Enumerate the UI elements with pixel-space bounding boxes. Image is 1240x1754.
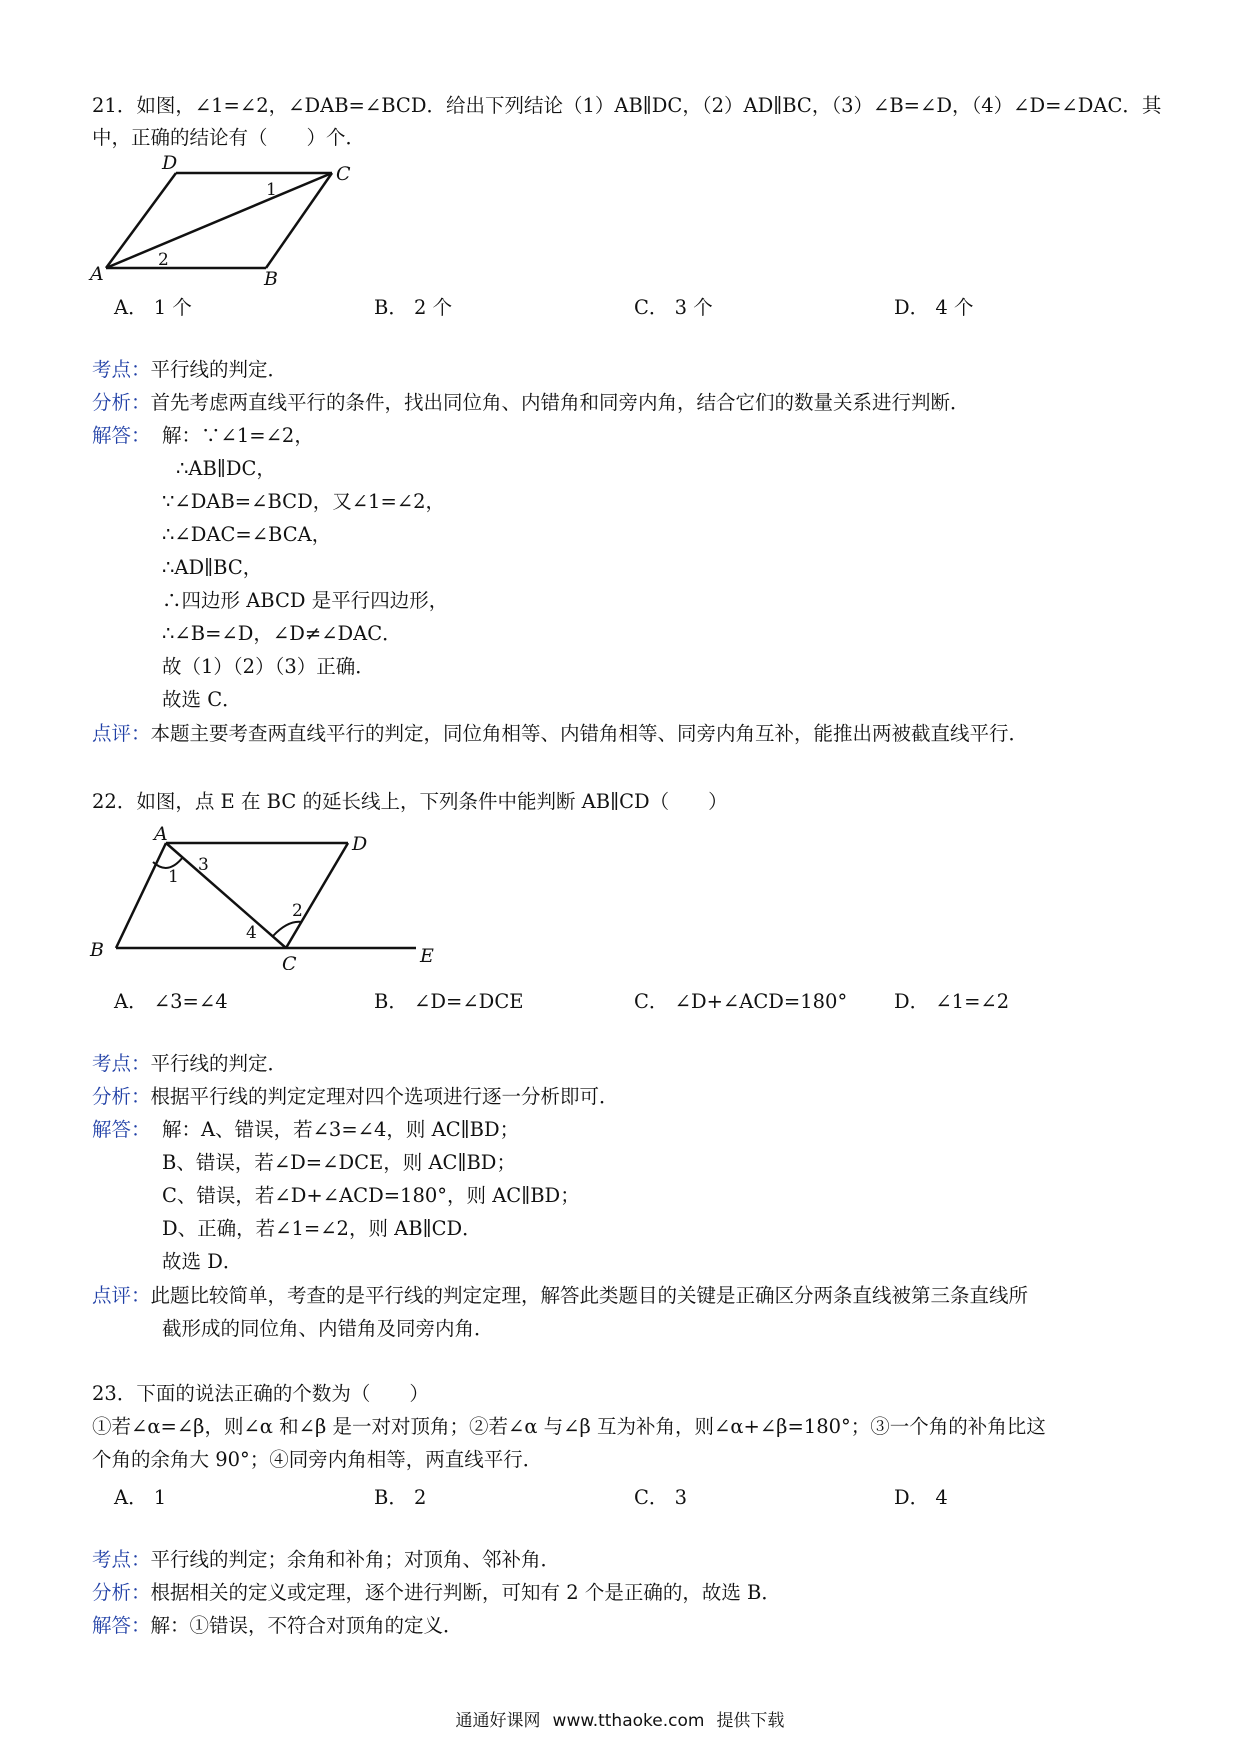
q22-stem-line1: 22．如图，点 E 在 BC 的延长线上，下列条件中能判断 AB∥CD（ ） xyxy=(92,790,728,813)
q22-option-d: D． ∠1=∠2 xyxy=(894,990,1010,1013)
q23-option-c: C． 3 xyxy=(634,1486,688,1509)
q21-figure xyxy=(88,150,368,286)
q21-label-B: B xyxy=(264,268,278,286)
q21-jieda-line: 故（1）（2）（3）正确． xyxy=(162,655,375,678)
q23-stem-line2: ①若∠α=∠β，则∠α 和∠β 是一对对顶角；②若∠α 与∠β 互为补角，则∠α+∠β=180°；③一个角的补角比这 xyxy=(92,1415,1046,1438)
q21-option-b: B． 2 个 xyxy=(374,296,453,319)
q22-option-c: C． ∠D+∠ACD=180° xyxy=(634,990,848,1013)
q22-label-D: D xyxy=(352,833,368,855)
q23-option-a: A． 1 xyxy=(114,1486,167,1509)
q23-jieda-text: 解：①错误，不符合对顶角的定义． xyxy=(150,1614,463,1637)
q22-dianping-label: 点评： xyxy=(92,1284,151,1307)
q21-stem-line1: 21．如图，∠1=∠2，∠DAB=∠BCD．给出下列结论（1）AB∥DC，（2）AD∥BC，（3）∠B=∠D，（4）∠D=∠DAC．其 xyxy=(92,94,1162,117)
q23-kaodian xyxy=(92,1550,560,1570)
q21-label-D: D xyxy=(162,152,178,174)
q22-fenxi xyxy=(92,1087,619,1107)
q22-label-E: E xyxy=(420,945,434,967)
q22-jieda-line: D、正确，若∠1=∠2，则 AB∥CD． xyxy=(162,1217,482,1240)
q21-jieda-line: ∴四边形 ABCD 是平行四边形， xyxy=(162,589,449,612)
q21-dianping xyxy=(92,724,1028,744)
q22-figure xyxy=(86,820,446,970)
q21-angle-1: 1 xyxy=(266,180,277,200)
q22-label-A: A xyxy=(154,823,168,845)
q22-label-C: C xyxy=(282,953,297,970)
q22-jieda-line: C、错误，若∠D+∠ACD=180°，则 AC∥BD； xyxy=(162,1184,580,1207)
q21-option-d: D． 4 个 xyxy=(894,296,974,319)
q22-fenxi-label: 分析： xyxy=(92,1085,151,1108)
q22-kaodian xyxy=(92,1054,287,1074)
q21-stem-line2: 中，正确的结论有（ ）个． xyxy=(92,126,366,149)
q21-option-a: A． 1 个 xyxy=(114,296,192,319)
q22-option-a: A． ∠3=∠4 xyxy=(114,990,228,1013)
q21-kaodian-text: 平行线的判定． xyxy=(150,358,288,381)
q22-jieda-line: 故选 D． xyxy=(162,1250,243,1273)
q23-jieda xyxy=(92,1616,463,1636)
q21-angle-2: 2 xyxy=(158,250,169,270)
footer-site-name: 通通好课网 xyxy=(455,1711,541,1731)
q21-jieda-line: 故选 C． xyxy=(162,688,242,711)
q21-kaodian-label: 考点： xyxy=(92,358,151,381)
q21-jieda-line: ∴AD∥BC， xyxy=(162,556,263,579)
q22-jieda-line: 解：A、错误，若∠3=∠4，则 AC∥BD； xyxy=(162,1118,520,1141)
q23-kaodian-text: 平行线的判定；余角和补角；对顶角、邻补角． xyxy=(150,1548,561,1571)
q21-jieda-line: ∴∠B=∠D，∠D≠∠DAC． xyxy=(162,622,402,645)
q21-kaodian xyxy=(92,360,287,380)
q23-jieda-label: 解答： xyxy=(92,1614,151,1637)
q22-dianping-line2: 截形成的同位角、内错角及同旁内角． xyxy=(162,1317,494,1340)
footer-note: 提供下载 xyxy=(716,1711,785,1731)
q22-kaodian-text: 平行线的判定． xyxy=(150,1052,288,1075)
q21-jieda-line: ∵∠DAB=∠BCD，又∠1=∠2， xyxy=(162,490,446,513)
q23-kaodian-label: 考点： xyxy=(92,1548,151,1571)
q21-label-C: C xyxy=(336,163,351,185)
q23-stem-line3: 个角的余角大 90°；④同旁内角相等，两直线平行． xyxy=(92,1448,543,1471)
q22-dianping xyxy=(92,1286,1028,1306)
q22-angle-3: 3 xyxy=(198,855,209,875)
q22-jieda-label: 解答： xyxy=(92,1118,151,1141)
q22-jieda-line: B、错误，若∠D=∠DCE，则 AC∥BD； xyxy=(162,1151,516,1174)
q22-label-B: B xyxy=(90,939,104,961)
q23-option-b: B． 2 xyxy=(374,1486,427,1509)
footer-url[interactable]: www.tthaoke.com xyxy=(552,1711,705,1731)
q21-option-c: C． 3 个 xyxy=(634,296,713,319)
q22-option-b: B． ∠D=∠DCE xyxy=(374,990,524,1013)
q22-kaodian-label: 考点： xyxy=(92,1052,151,1075)
page-footer xyxy=(0,1706,1240,1731)
q23-fenxi-label: 分析： xyxy=(92,1581,151,1604)
q22-angle-2: 2 xyxy=(292,901,303,921)
q22-angle-4: 4 xyxy=(246,923,257,943)
q23-option-d: D． 4 xyxy=(894,1486,948,1509)
q22-angle-1: 1 xyxy=(168,867,179,887)
q21-dianping-label: 点评： xyxy=(92,722,151,745)
q21-jieda-line: 解：∵∠1=∠2， xyxy=(162,424,314,447)
q22-dianping-text: 此题比较简单，考查的是平行线的判定定理，解答此类题目的关键是正确区分两条直线被第三条直线所 xyxy=(150,1284,1029,1307)
q23-fenxi xyxy=(92,1583,781,1603)
q21-fenxi-label: 分析： xyxy=(92,391,151,414)
q22-fenxi-text: 根据平行线的判定定理对四个选项进行逐一分析即可． xyxy=(150,1085,619,1108)
q21-fenxi xyxy=(92,393,970,413)
q21-fenxi-text: 首先考虑两直线平行的条件，找出同位角、内错角和同旁内角，结合它们的数量关系进行判断． xyxy=(150,391,970,414)
q23-stem-line1: 23．下面的说法正确的个数为（ ） xyxy=(92,1382,429,1405)
q21-label-A: A xyxy=(90,263,104,285)
q23-fenxi-text: 根据相关的定义或定理，逐个进行判断，可知有 2 个是正确的，故选 B． xyxy=(150,1581,781,1604)
q21-dianping-text: 本题主要考查两直线平行的判定，同位角相等、内错角相等、同旁内角互补，能推出两被截直线平行． xyxy=(150,722,1029,745)
q21-jieda-line: ∴∠DAC=∠BCA， xyxy=(162,523,332,546)
q21-jieda-label: 解答： xyxy=(92,424,151,447)
q21-jieda-line: ∴AB∥DC， xyxy=(176,457,276,480)
